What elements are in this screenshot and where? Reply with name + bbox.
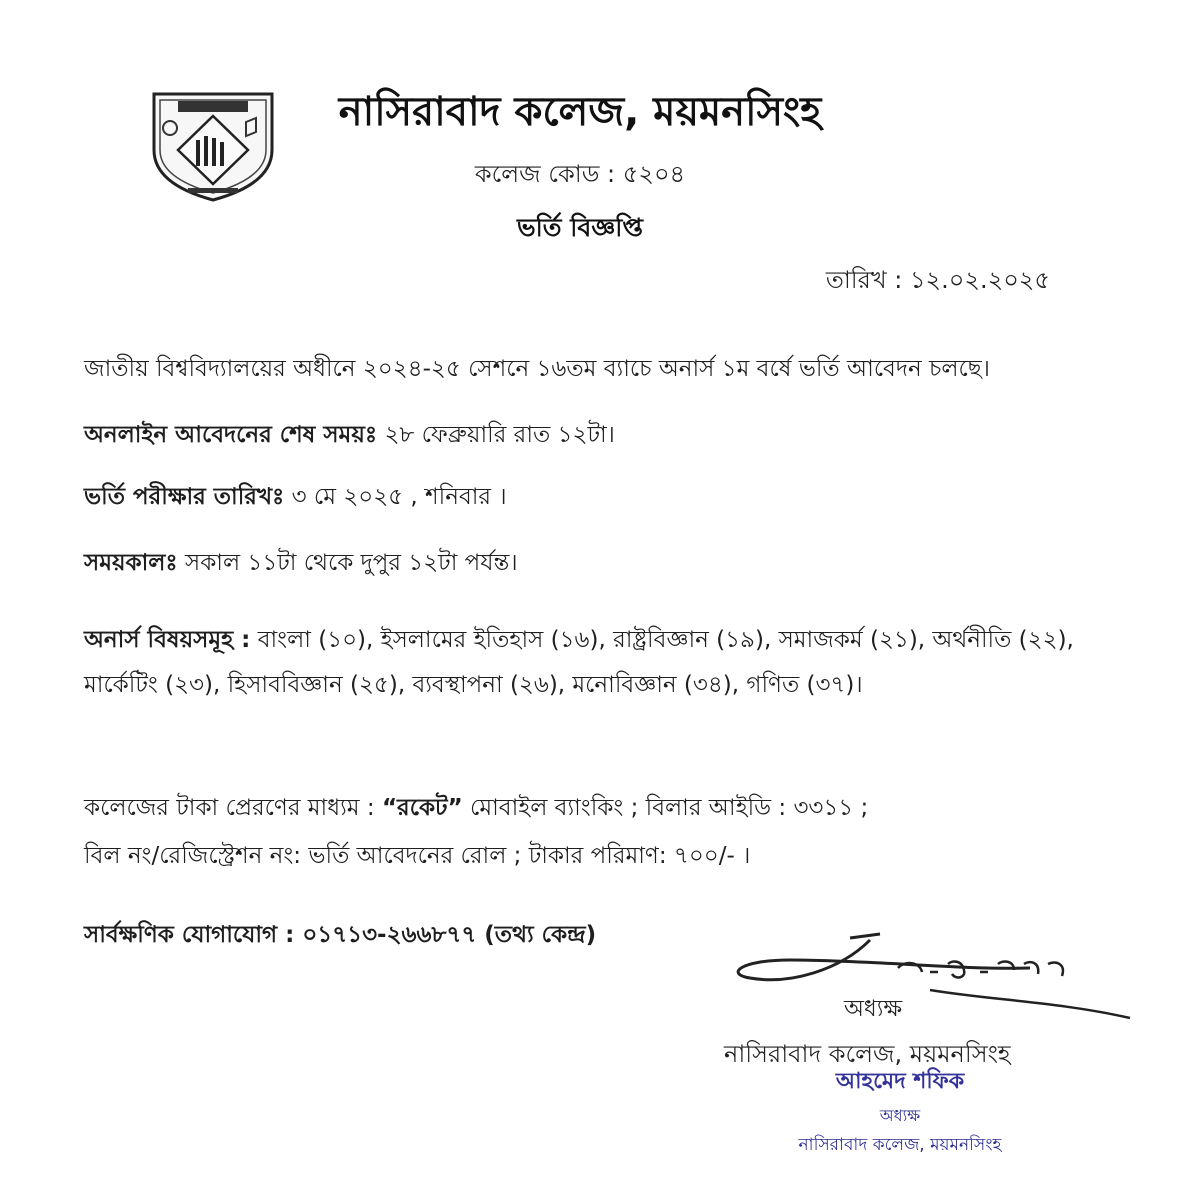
notice-title: ভর্তি বিজ্ঞপ্তি	[517, 213, 643, 242]
exam-date-value: ৩ মে ২০২৫ , শনিবার ।	[284, 484, 507, 510]
deadline-label: অনলাইন আবেদনের শেষ সময়ঃ	[84, 422, 378, 448]
duration-label: সময়কালঃ	[84, 550, 178, 576]
honours-subjects	[84, 618, 1094, 708]
duration-value: সকাল ১১টা থেকে দুপুর ১২টা পর্যন্ত।	[177, 550, 518, 576]
college-code: কলেজ কোড : ৫২০৪	[474, 160, 686, 188]
exam-date-label: ভর্তি পরীক্ষার তারিখঃ	[84, 484, 285, 510]
payment-line-1	[84, 784, 1094, 832]
subjects-label: অনার্স বিষয়সমূহ :	[84, 627, 251, 653]
exam-duration	[84, 546, 1084, 581]
signature-college-name: নাসিরাবাদ কলেজ, ময়মনসিংহ	[724, 1040, 1011, 1068]
contact-value: ০১৭১৩-২৬৬৮৭৭ (তথ্য কেন্দ্র)	[294, 922, 597, 948]
subjects-value: বাংলা (১০), ইসলামের ইতিহাস (১৬), রাষ্ট্রবিজ্ঞান (১৯), সমাজকর্ম (২১), অর্থনীতি (২২), মার্কেটিং (২৩), হিসাববিজ্ঞান (২৫), ব্যবস্থাপনা (২৬), মনোবিজ্ঞান (৩৪), গণিত (৩৭)।	[84, 627, 1074, 698]
notice-date: তারিখ : ১২.০২.২০২৫	[825, 266, 1050, 294]
payment-line-2: বিল নং/রেজিস্ট্রেশন নং: ভর্তি আবেদনের রোল ; টাকার পরিমাণ: ৭০০/- ।	[84, 843, 751, 869]
principal-designation: অধ্যক্ষ	[844, 996, 903, 1022]
seal-role: অধ্যক্ষ	[879, 1106, 921, 1125]
principal-seal	[780, 1064, 1020, 1160]
intro-paragraph: জাতীয় বিশ্ববিদ্যালয়ের অধীনে ২০২৪-২৫ সেশনে ১৬তম ব্যাচে অনার্স ১ম বর্ষে ভর্তি আবেদন চলছে।	[84, 356, 990, 382]
seal-name: আহমেদ শফিক	[835, 1068, 965, 1094]
application-deadline	[84, 418, 1084, 453]
principal-signature	[730, 930, 1150, 1020]
exam-date	[84, 480, 1084, 515]
payment-prefix: কলেজের টাকা প্রেরণের মাধ্যম :	[84, 795, 382, 821]
contact-label: সার্বক্ষণিক যোগাযোগ :	[84, 922, 295, 948]
payment-method: “রকেট”	[381, 795, 463, 821]
seal-college: নাসিরাবাদ কলেজ, ময়মনসিংহ	[798, 1135, 1002, 1155]
payment-info	[84, 784, 1094, 880]
college-title: নাসিরাবাদ কলেজ, ময়মনসিংহ	[338, 89, 822, 135]
payment-suffix: মোবাইল ব্যাংকিং ; বিলার আইডি : ৩৩১১ ;	[462, 795, 869, 821]
deadline-value: ২৮ ফেব্রুয়ারি রাত ১২টা।	[377, 422, 615, 448]
college-crest-logo	[148, 88, 278, 204]
